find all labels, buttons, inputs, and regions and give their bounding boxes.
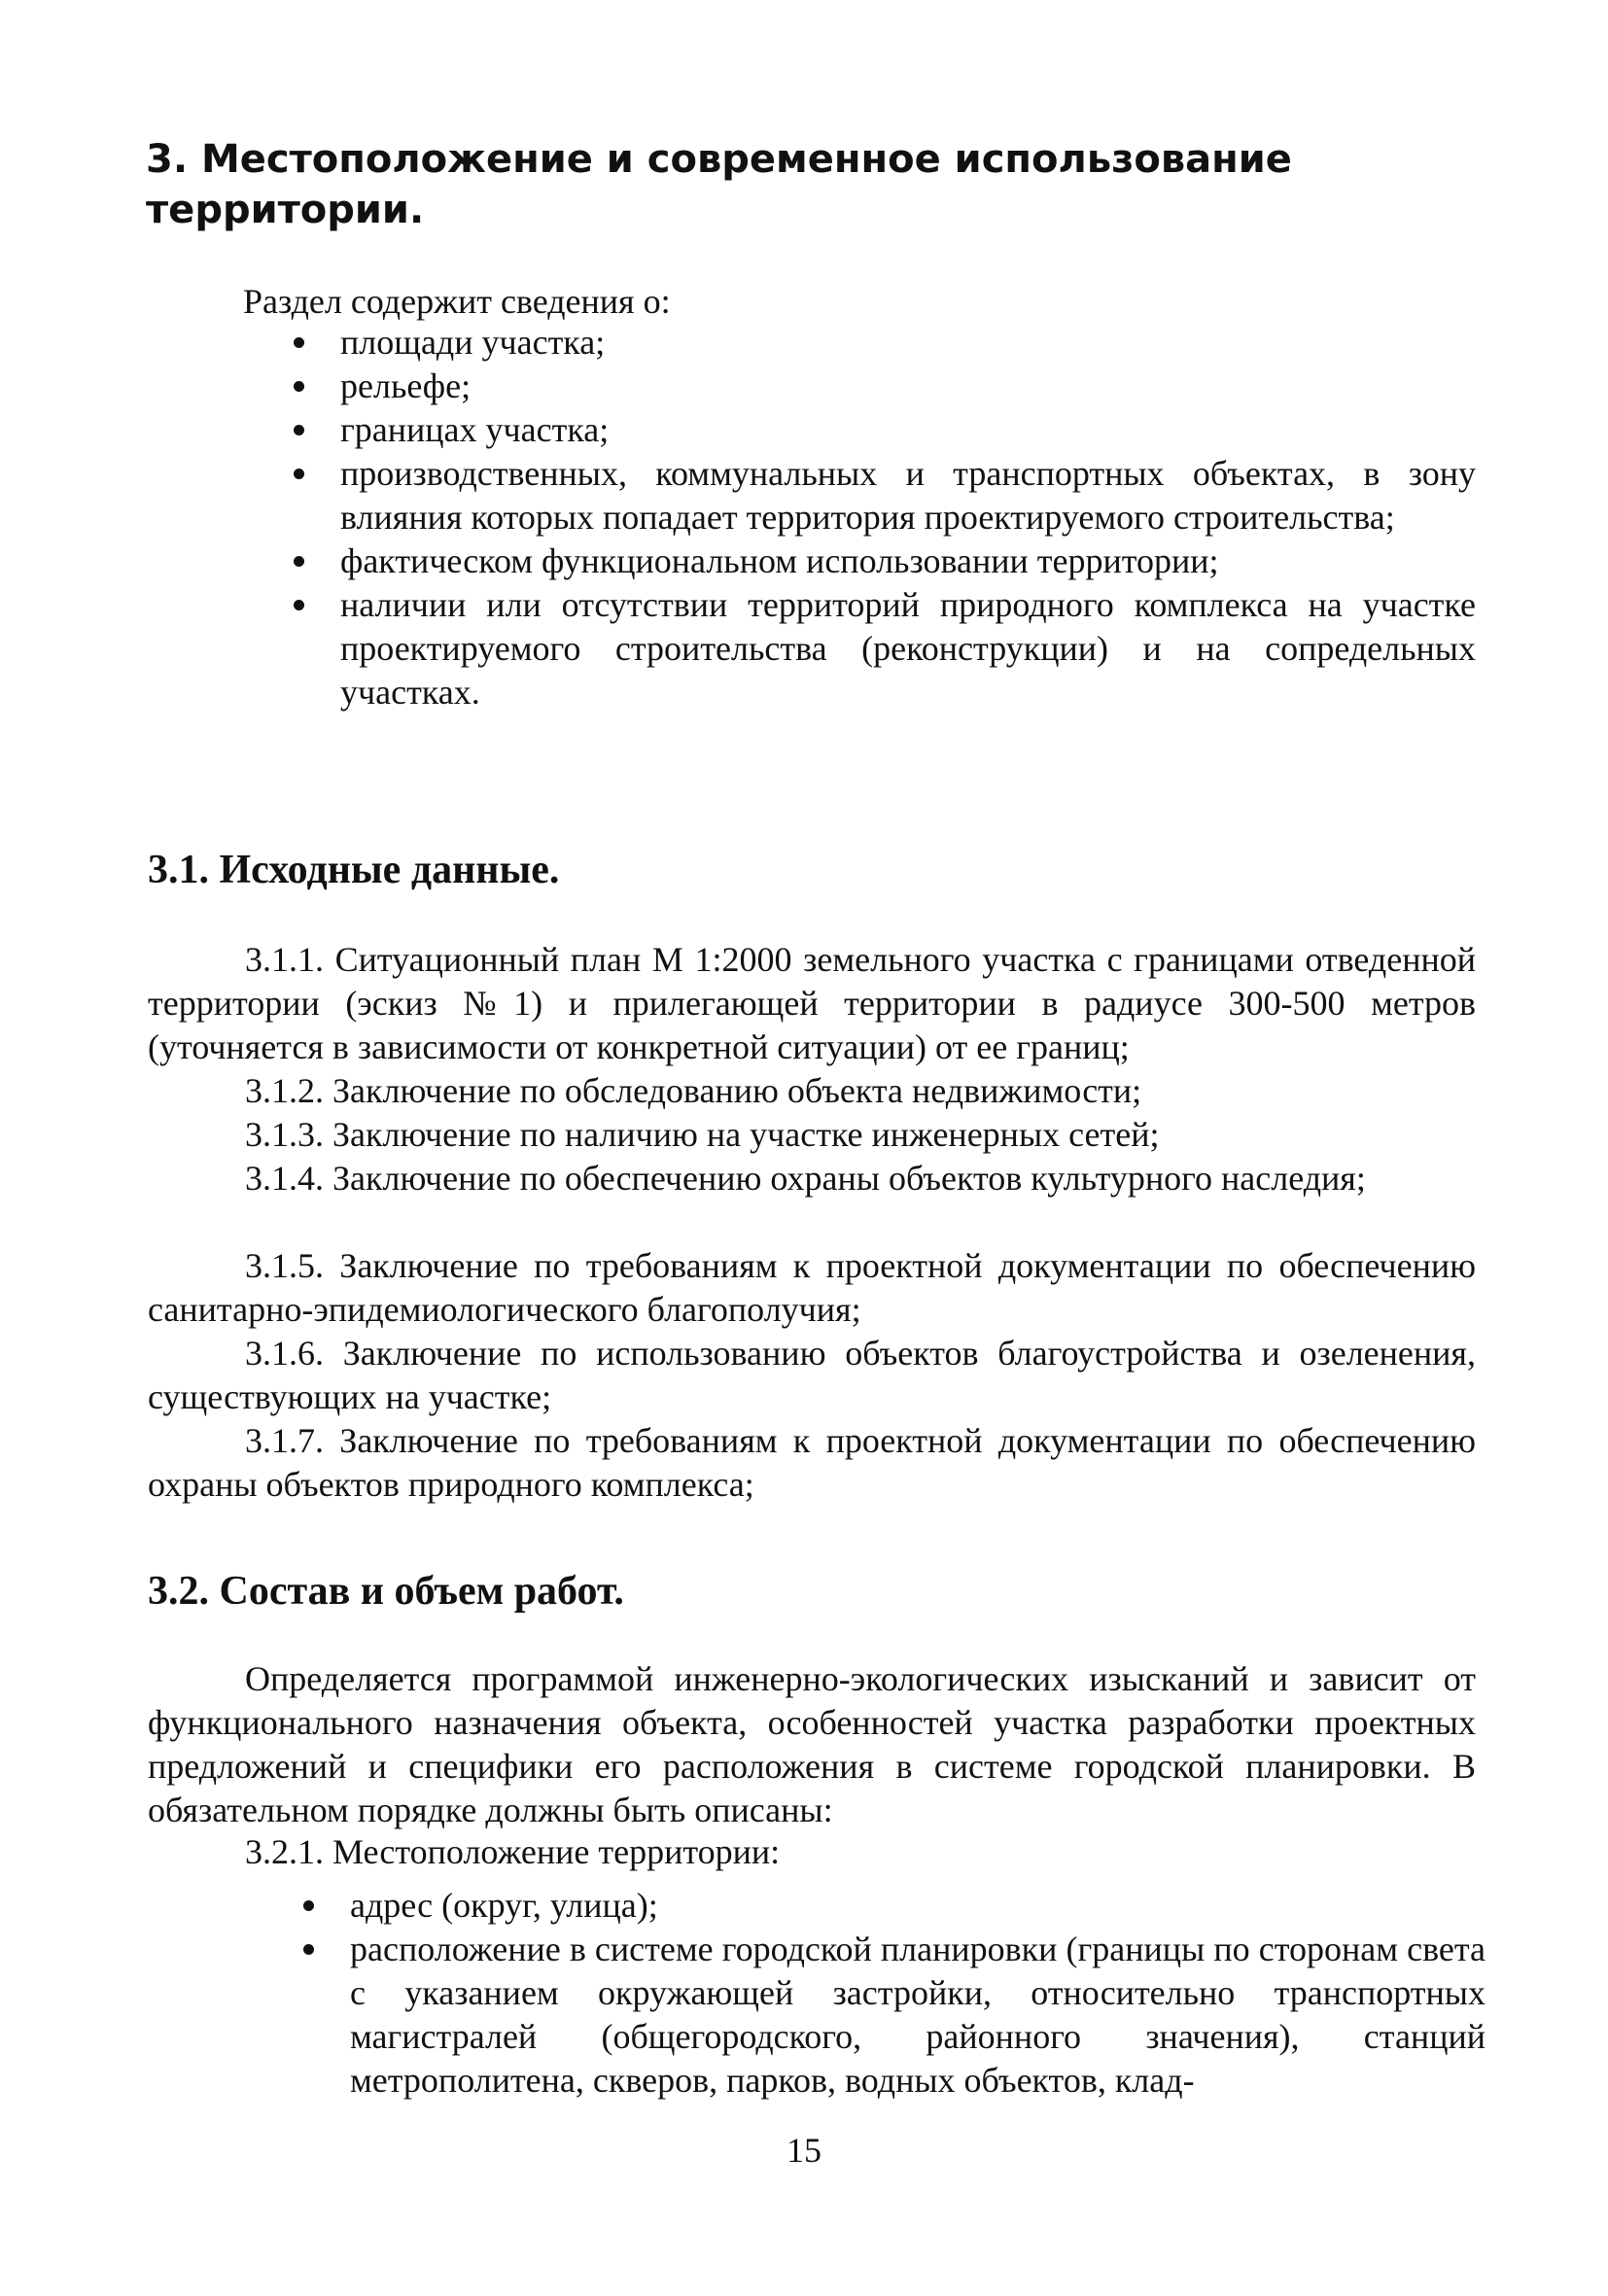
bullet-icon	[303, 1944, 314, 1955]
item-3-1-2: 3.1.2. Заключение по обследованию объекта недвижимости;	[245, 1071, 1142, 1110]
item-3-1-5: 3.1.5. Заключение по требованиям к проектной документации по обеспечению санитарно-эпидемиологического благополучия;	[148, 1246, 1476, 1329]
bullet-icon	[303, 1900, 314, 1911]
bullet-icon	[294, 337, 304, 348]
bullet-icon	[294, 425, 304, 435]
bullet-item	[292, 321, 1476, 365]
bullet-text: расположение в системе городской планировки (границы по сторонам света с указанием окружающей застройки, относительно транспортных магистралей (общегородского, районного значения), станций метрополитена, скверов, парков, водных объектов, клад-	[350, 1930, 1486, 2100]
bullet-text: адрес (округ, улица);	[350, 1886, 658, 1925]
bullet-text: рельефе;	[340, 366, 472, 405]
bullet-icon	[294, 381, 304, 392]
subsection-heading-scope-of-work: 3.2. Состав и объем работ.	[148, 1569, 624, 1614]
bullet-icon	[294, 556, 304, 567]
scope-paragraph: Определяется программой инженерно-экологических изысканий и зависит от функционального назначения объекта, особенностей участка разработки проектных предложений и специфики его расположения в системе городской планировки. В обязательном порядке должны быть описаны:	[148, 1659, 1476, 1829]
bullet-text: производственных, коммунальных и транспортных объектах, в зону влияния которых попадает территория проектируемого строительства;	[340, 454, 1476, 537]
bullet-item	[292, 583, 1476, 714]
item-3-1-1: 3.1.1. Ситуационный план М 1:2000 земельного участка с границами отведенной территории (эскиз №1) и прилегающей территории в радиусе 300-500 метров (уточняется в зависимости от конкретной ситуации) от ее границ;	[148, 940, 1476, 1066]
bullet-text: фактическом функциональном использовании территории;	[340, 541, 1219, 580]
intro-bullet-list	[292, 321, 1476, 714]
page-number: 15	[787, 2131, 821, 2170]
item-3-2-1: 3.2.1. Местоположение территории:	[245, 1832, 781, 1871]
item-3-1-6: 3.1.6. Заключение по использованию объектов благоустройства и озеленения, существующих на участке;	[148, 1334, 1476, 1416]
bullet-text: наличии или отсутствии территорий природного комплекса на участке проектируемого строительства (реконструкции) и на сопредельных участках.	[340, 585, 1476, 712]
item-3-1-4: 3.1.4. Заключение по обеспечению охраны объектов культурного наследия;	[245, 1159, 1366, 1198]
bullet-item	[292, 408, 1476, 452]
bullet-text: границах участка;	[340, 410, 610, 449]
bullet-icon	[294, 469, 304, 479]
bullet-item	[292, 365, 1476, 408]
location-bullet-list	[301, 1884, 1486, 2103]
intro-text: Раздел содержит сведения о:	[243, 282, 671, 321]
bullet-item	[301, 1928, 1486, 2103]
bullet-item	[301, 1884, 1486, 1928]
bullet-item	[292, 539, 1476, 583]
section-heading: 3. Местоположение и современное использование территории.	[146, 137, 1292, 232]
subsection-heading-source-data: 3.1. Исходные данные.	[148, 848, 560, 892]
bullet-item	[292, 452, 1476, 539]
item-3-1-7: 3.1.7. Заключение по требованиям к проектной документации по обеспечению охраны объектов природного комплекса;	[148, 1421, 1476, 1504]
bullet-icon	[294, 600, 304, 610]
bullet-text: площади участка;	[340, 323, 606, 362]
item-3-1-3: 3.1.3. Заключение по наличию на участке инженерных сетей;	[245, 1115, 1160, 1154]
